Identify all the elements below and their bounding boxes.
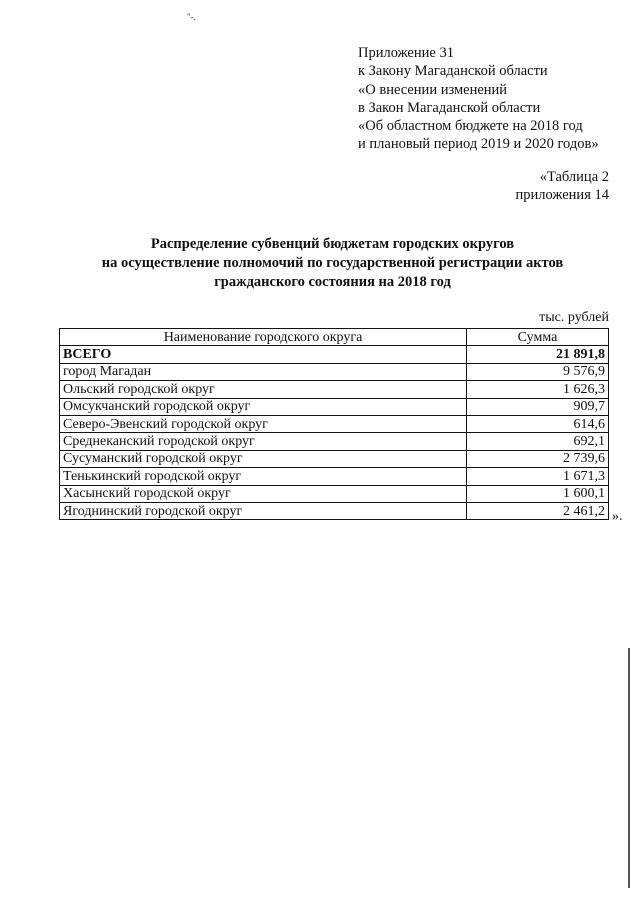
- total-label: ВСЕГО: [60, 346, 467, 363]
- subvention-table: [59, 328, 609, 520]
- appendix-header: [358, 44, 633, 154]
- appendix-header-line: и плановый период 2019 и 2020 годов»: [358, 136, 599, 153]
- table-row: [60, 502, 609, 519]
- district-sum: 692,1: [467, 433, 609, 450]
- table-row: [60, 450, 609, 467]
- district-name: Северо-Эвенский городской округ: [60, 415, 467, 432]
- units-label: тыс. рублей: [539, 310, 609, 325]
- district-name: Омсукчанский городской округ: [60, 398, 467, 415]
- appendix-header-line: в Закон Магаданской области: [358, 99, 541, 116]
- district-name: Ольский городской округ: [60, 381, 467, 398]
- closing-quote: ».: [612, 509, 623, 524]
- table-body: [60, 346, 609, 520]
- table-row: [60, 468, 609, 485]
- scan-edge-line: [628, 648, 630, 888]
- district-sum: 2 461,2: [467, 502, 609, 519]
- table-reference: [516, 168, 609, 205]
- district-sum: 1 671,3: [467, 468, 609, 485]
- table-row: [60, 398, 609, 415]
- table-reference-line: «Таблица 2: [539, 169, 609, 185]
- appendix-header-line: Приложение 31: [358, 45, 454, 61]
- document-title-line: на осуществление полномочий по государственной регистрации актов: [101, 255, 564, 271]
- district-sum: 1 600,1: [467, 485, 609, 502]
- table-row: [60, 381, 609, 398]
- appendix-header-line: «О внесении изменений: [358, 81, 508, 98]
- district-name: Хасынский городской округ: [60, 485, 467, 502]
- column-header-sum: Сумма: [467, 329, 609, 346]
- appendix-header-line: «Об областном бюджете на 2018 год: [358, 118, 583, 135]
- district-name: Сусуманский городской округ: [60, 450, 467, 467]
- total-sum: 21 891,8: [467, 346, 609, 363]
- district-name: Ягоднинский городской округ: [60, 502, 467, 519]
- district-name: Среднеканский городской округ: [60, 433, 467, 450]
- district-sum: 1 626,3: [467, 381, 609, 398]
- district-sum: 9 576,9: [467, 363, 609, 380]
- table-row: [60, 433, 609, 450]
- district-name: Тенькинский городской округ: [60, 468, 467, 485]
- district-sum: 614,6: [467, 415, 609, 432]
- table-header-row: [60, 329, 609, 346]
- table-row: [60, 363, 609, 380]
- document-title-line: Распределение субвенций бюджетам городских округов: [150, 236, 515, 252]
- district-sum: 2 739,6: [467, 450, 609, 467]
- district-sum: 909,7: [467, 398, 609, 415]
- appendix-header-line: к Закону Магаданской области: [358, 63, 548, 80]
- district-name: город Магадан: [60, 363, 467, 380]
- scan-artifact-mark: "-.: [187, 12, 196, 22]
- document-title-line: гражданского состояния на 2018 год: [214, 274, 451, 290]
- table-reference-line: приложения 14: [515, 187, 609, 204]
- table-row: [60, 415, 609, 432]
- column-header-name: Наименование городского округа: [60, 329, 467, 346]
- total-row: [60, 346, 609, 363]
- document-title: [60, 235, 605, 292]
- table-row: [60, 485, 609, 502]
